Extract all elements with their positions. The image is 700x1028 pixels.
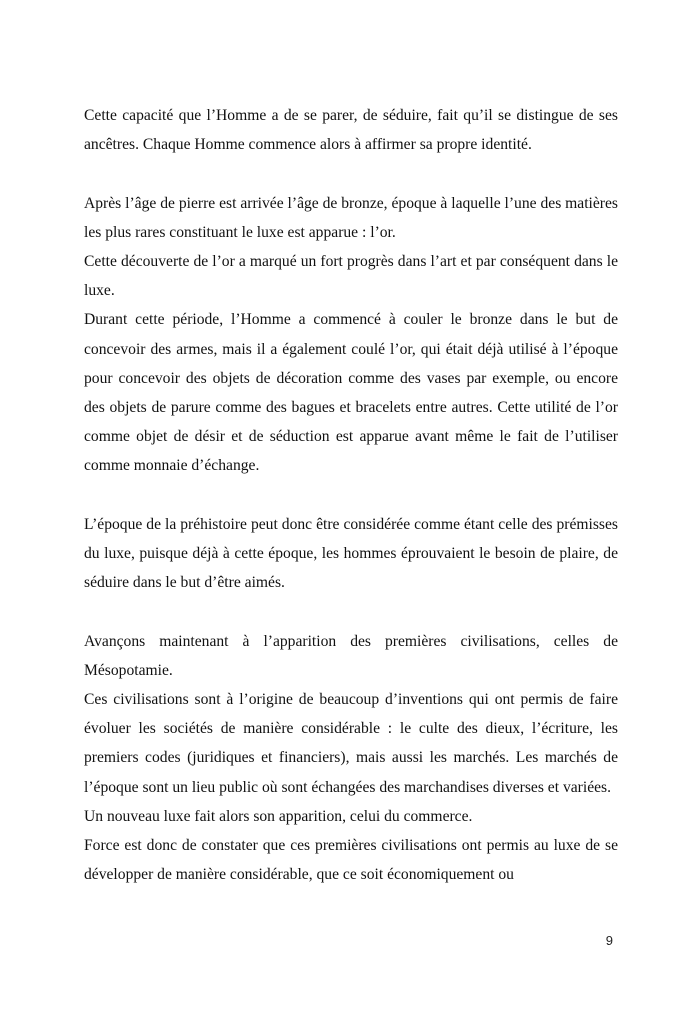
paragraph-2: Après l’âge de pierre est arrivée l’âge de bronze, époque à laquelle l’une des matières les plus rares constituant le luxe est apparue : l’or. (84, 194, 618, 241)
paragraph-1: Cette capacité que l’Homme a de se parer, de séduire, fait qu’il se distingue de ses ancêtres. Chaque Homme commence alors à affirmer sa propre identité. (84, 107, 618, 154)
paragraph-5: L’époque de la préhistoire peut donc être considérée comme étant celle des prémisses du luxe, puisque déjà à cette époque, les hommes éprouvaient le besoin de plaire, de séduire dans le but d’être aimés. (84, 515, 618, 592)
paragraph-gap (84, 597, 618, 626)
paragraph-7: Ces civilisations sont à l’origine de beaucoup d’inventions qui ont permis de faire évoluer les sociétés de manière considérable : le culte des dieux, l’écriture, les premiers codes (juridiques et financiers), mais aussi les marchés. Les marchés de l’époque sont un lieu public où sont échangées des marchandises diverses et variées. (84, 691, 618, 796)
page-number: 9 (605, 933, 613, 948)
paragraph-4: Durant cette période, l’Homme a commencé à couler le bronze dans le but de concevoir des armes, mais il a également coulé l’or, qui était déjà utilisé à l’époque pour concevoir des objets de décoration comme des vases par exemple, ou encore des objets de parure comme des bagues et bracelets entre autres. Cette utilité de l’or comme objet de désir et de séduction est apparue avant même le fait de l’utiliser comme monnaie d’échange. (84, 311, 618, 475)
paragraph-3: Cette découverte de l’or a marqué un fort progrès dans l’art et par conséquent dans le luxe. (84, 253, 618, 300)
paragraph-gap (84, 481, 618, 510)
paragraph-6: Avançons maintenant à l’apparition des premières civilisations, celles de Mésopotamie. (84, 632, 618, 679)
paragraph-8: Un nouveau luxe fait alors son apparition, celui du commerce. (84, 807, 473, 825)
paragraph-9: Force est donc de constater que ces premières civilisations ont permis au luxe de se développer de manière considérable, que ce soit économiquement ou (84, 837, 618, 884)
paragraph-gap (84, 159, 618, 188)
text-body (84, 101, 618, 889)
